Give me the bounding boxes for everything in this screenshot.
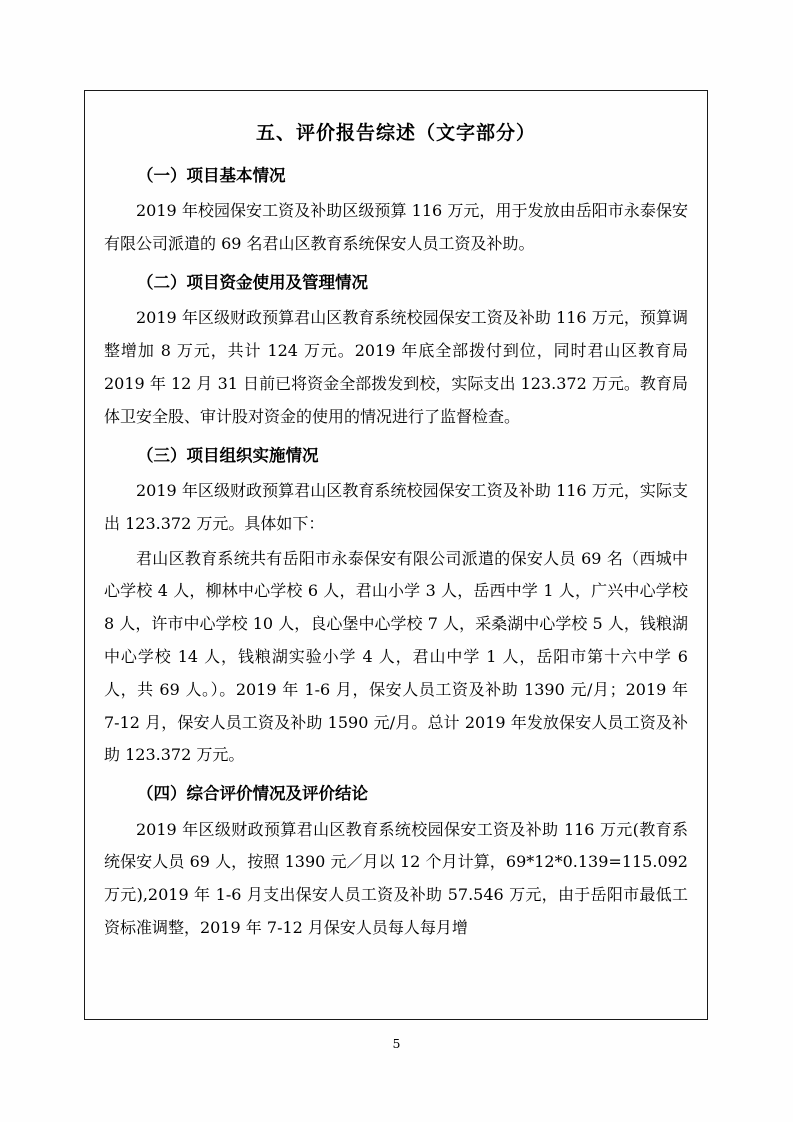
section-heading-2: （二）项目资金使用及管理情况 — [137, 272, 368, 292]
section-heading-1: （一）项目基本情况 — [137, 166, 286, 185]
section-paragraph-4-1: 2019 年区级财政预算君山区教育系统校园保安工资及补助 116 万元(教育系统保安人员 69 人，按照 1390 元／月以 12 个月计算，69*12*0.139=115.092 万元),2019 年 1-6 月支出保安人员工资及补助 57.546 万元，由于岳阳市最低工资标准调整，2019 年 7-12 月保安人员每人每月增 — [104, 819, 688, 937]
section-paragraph-1-1: 2019 年校园保安工资及补助区级预算 116 万元，用于发放由岳阳市永泰保安有限公司派遣的 69 名君山区教育系统保安人员工资及补助。 — [104, 201, 688, 254]
page-title: 五、评价报告综述（文字部分） — [255, 122, 536, 144]
page-number: 5 — [392, 1036, 401, 1051]
section-heading-4: （四）综合评价情况及评价结论 — [137, 784, 368, 804]
document-content — [104, 104, 688, 1004]
section-paragraph-2-1: 2019 年区级财政预算君山区教育系统校园保安工资及补助 116 万元，预算调整增加 8 万元，共计 124 万元。2019 年底全部拨付到位，同时君山区教育局 2019 年 12 月 31 日前已将资金全部拨发到校，实际支出 123.372 万元。教育局体卫安全股、审计股对资金的使用的情况进行了监督检查。 — [104, 308, 688, 426]
section-paragraph-3-1: 2019 年区级财政预算君山区教育系统校园保安工资及补助 116 万元，实际支出 123.372 万元。具体如下： — [104, 480, 688, 533]
section-paragraph-3-2: 君山区教育系统共有岳阳市永泰保安有限公司派遣的保安人员 69 名（西城中心学校 4 人，柳林中心学校 6 人，君山小学 3 人，岳西中学 1 人，广兴中心学校 8 人，许市中心学校 10 人，良心堡中心学校 7 人，采桑湖中心学校 5 人，钱粮湖中心学校 14 人，钱粮湖实验小学 4 人，君山中学 1 人，岳阳市第十六中学 6 人，共 69 人。）。2019 年 1-6 月，保安人员工资及补助 1390 元/月；2019 年 7-12 月，保安人员工资及补助 1590 元/月。总计 2019 年发放保安人员工资及补助 123.372 万元。 — [104, 548, 688, 765]
section-heading-3: （三）项目组织实施情况 — [137, 445, 319, 465]
